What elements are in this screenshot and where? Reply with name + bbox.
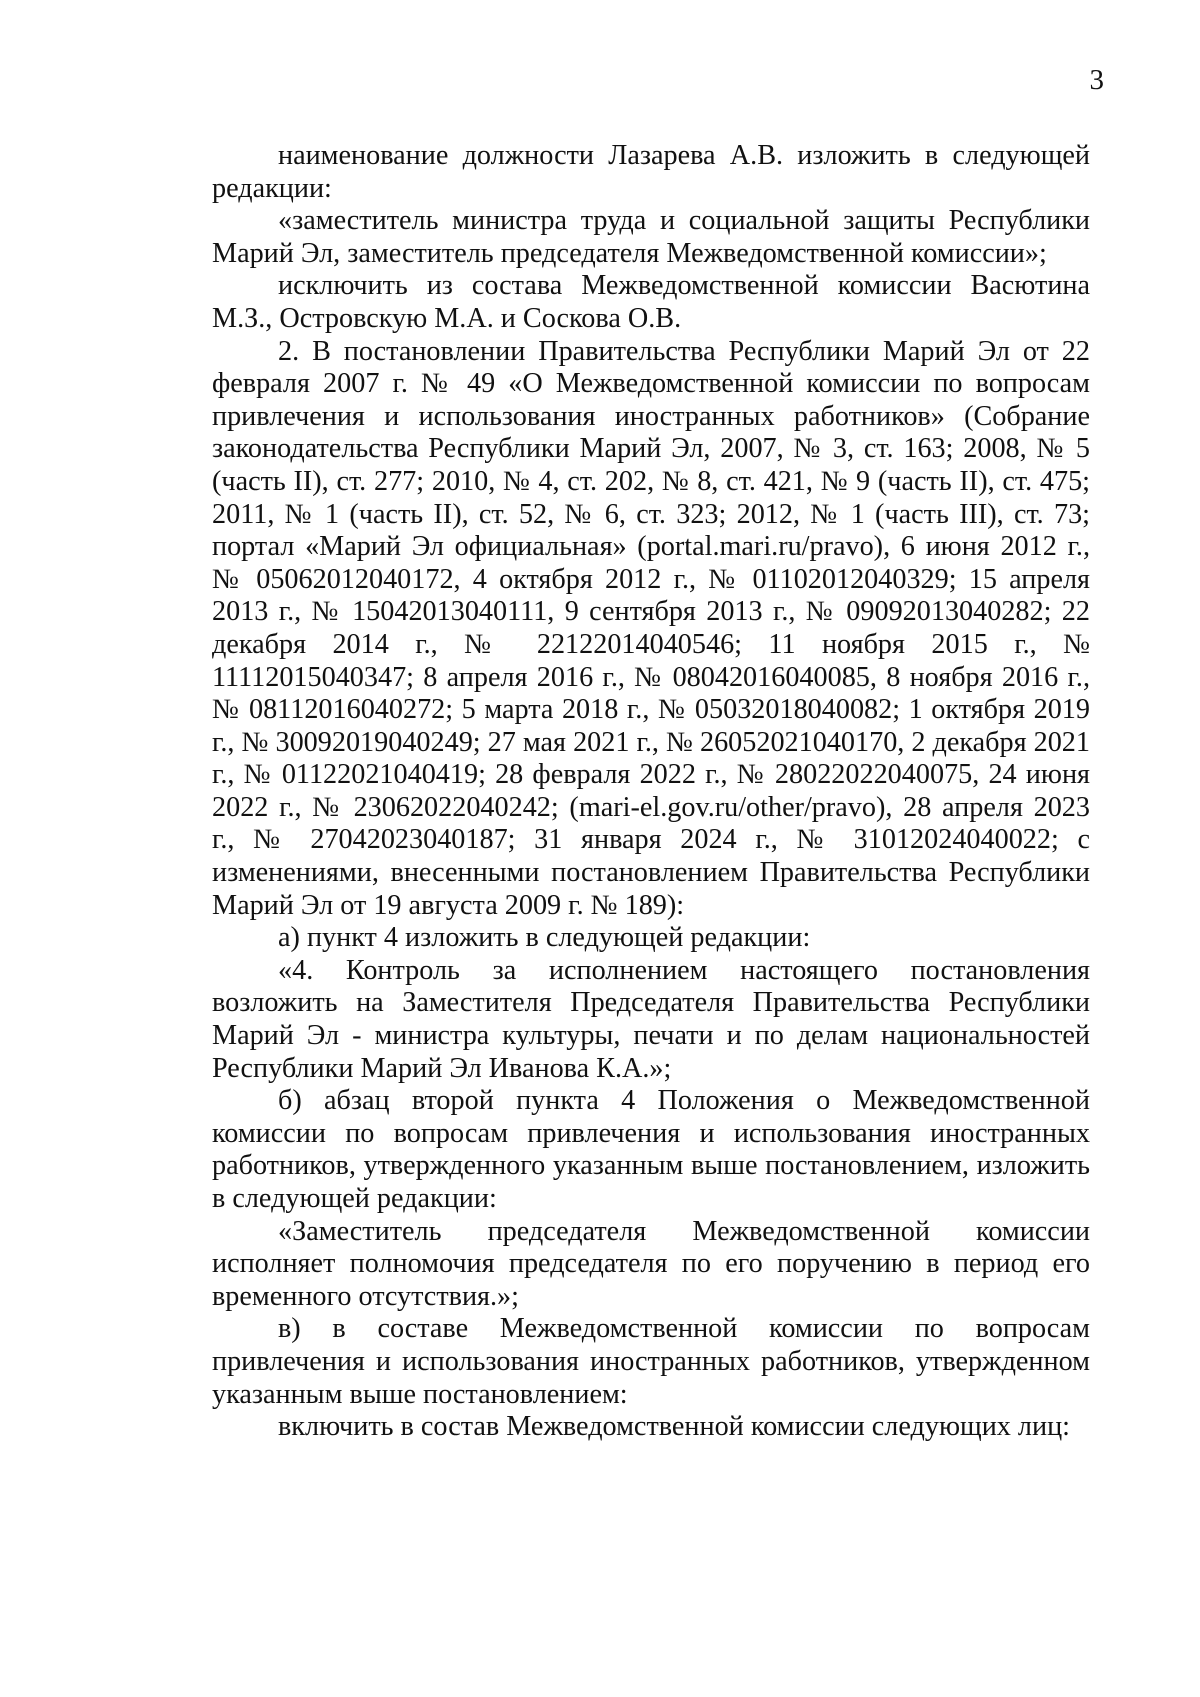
paragraph-subitem-b: б) абзац второй пункта 4 Положения о Межведомственной комиссии по вопросам привлечения и использования иностранных работников, утвержденного указанным выше постановлением, изложить в следующей редакции: (212, 1085, 1090, 1214)
paragraph-subitem-v: в) в составе Межведомственной комиссии по вопросам привлечения и использования иностранных работников, утвержденном указанным выше постановлением: (212, 1313, 1090, 1410)
paragraph-exclude-members: исключить из состава Межведомственной комиссии Васютина М.З., Островскую М.А. и Соскова О.В. (212, 270, 1090, 334)
paragraph-subitem-a-quote: «4. Контроль за исполнением настоящего постановления возложить на Заместителя Председателя Правительства Республики Марий Эл - министра культуры, печати и по делам национальностей Республики Марий Эл Иванова К.А.»; (212, 954, 1090, 1084)
paragraph-position-quote: «заместитель министра труда и социальной защиты Республики Марий Эл, заместитель председателя Межведомственной комиссии»; (212, 205, 1090, 269)
paragraph-include-members: включить в состав Межведомственной комиссии следующих лиц: (278, 1411, 1071, 1443)
paragraph-subitem-a: а) пункт 4 изложить в следующей редакции: (278, 922, 811, 954)
page-number: 3 (1089, 64, 1104, 96)
paragraph-subitem-b-quote: «Заместитель председателя Межведомственной комиссии исполняет полномочия председателя по его поручению в период его временного отсутствия.»; (212, 1215, 1090, 1312)
document-body (212, 140, 1090, 1444)
paragraph-item-2: 2. В постановлении Правительства Республики Марий Эл от 22 февраля 2007 г. № 49 «О Межведомственной комиссии по вопросам привлечения и использования иностранных работников» (Собрание законодательства Республики Марий Эл, 2007, № 3, ст. 163; 2008, № 5 (часть II), ст. 277; 2010, № 4, ст. 202, № 8, ст. 421, № 9 (часть II), ст. 475; 2011, № 1 (часть II), ст. 52, № 6, ст. 323; 2012, № 1 (часть III), ст. 73; портал «Марий Эл официальная» (portal.mari.ru/pravo), 6 июня 2012 г., № 05062012040172, 4 октября 2012 г., № 01102012040329; 15 апреля 2013 г., № 15042013040111, 9 сентября 2013 г., № 09092013040282; 22 декабря 2014 г., № 22122014040546; 11 ноября 2015 г., № 11112015040347; 8 апреля 2016 г., № 08042016040085, 8 ноября 2016 г., № 08112016040272; 5 марта 2018 г., № 05032018040082; 1 октября 2019 г., № 30092019040249; 27 мая 2021 г., № 26052021040170, 2 декабря 2021 г., № 01122021040419; 28 февраля 2022 г., № 28022022040075, 24 июня 2022 г., № 23062022040242; (mari-el.gov.ru/other/pravo), 28 апреля 2023 г., № 27042023040187; 31 января 2024 г., № 31012024040022; с изменениями, внесенными постановлением Правительства Республики Марий Эл от 19 августа 2009 г. № 189): (212, 335, 1090, 921)
paragraph-position-title: наименование должности Лазарева А.В. изложить в следующей редакции: (212, 140, 1090, 204)
